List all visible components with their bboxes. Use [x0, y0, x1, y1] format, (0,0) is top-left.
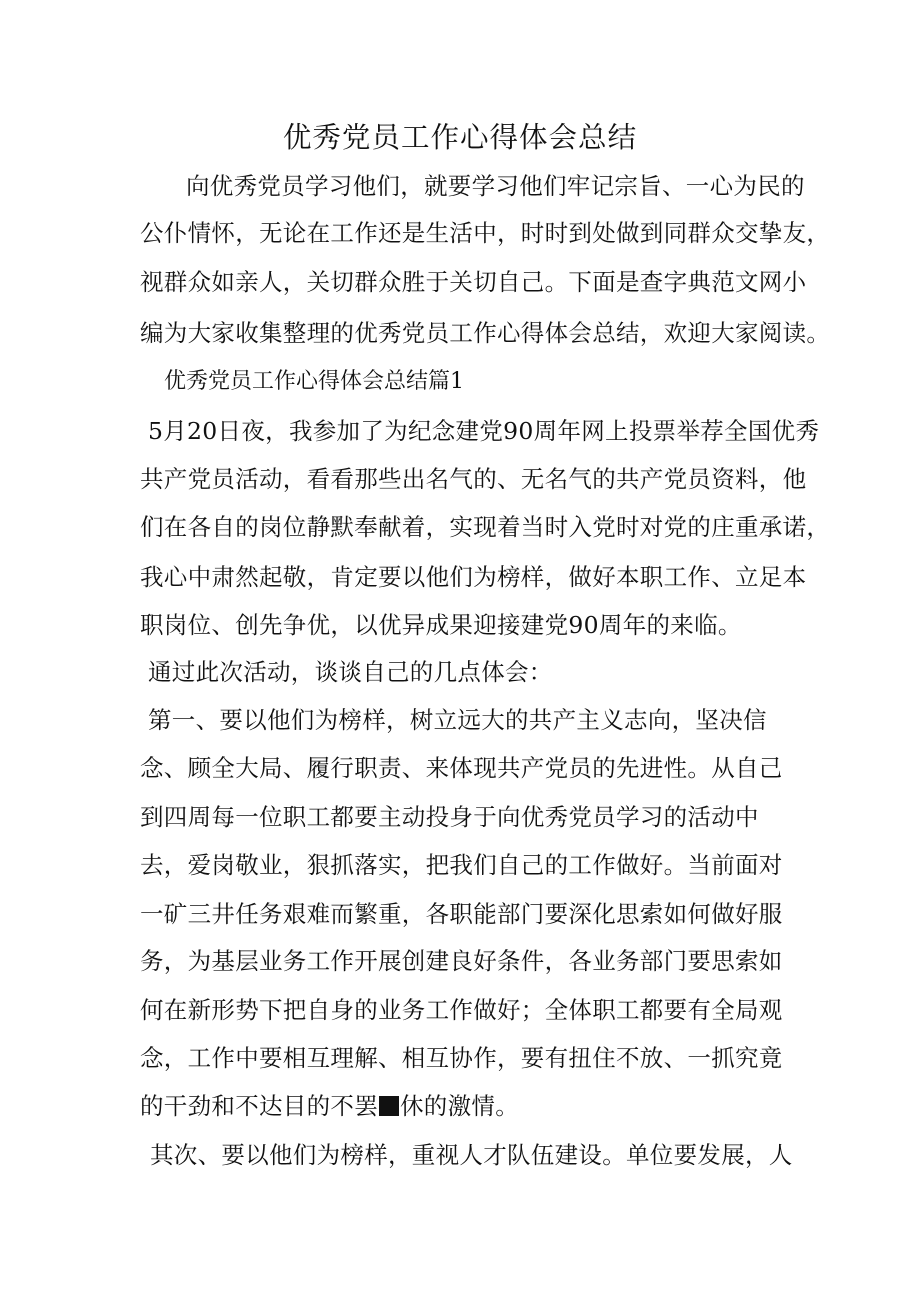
para3-line-9 — [140, 1090, 519, 1122]
para3-line-3: 到四周每一位职工都要主动投身于向优秀党员学习的活动中 — [140, 803, 759, 831]
para1-line-4: 我心中肃然起敬，肯定要以他们为榜样，做好本职工作、立足本 — [140, 563, 807, 591]
para3-line-1: 第一、要以他们为榜样，树立远大的共产主义志向，坚决信 — [148, 706, 767, 734]
para1-line-3: 们在各自的岗位静默奉献着，实现着当时入党时对党的庄重承诺， — [140, 513, 831, 541]
intro-line-1: 向优秀党员学习他们，就要学习他们牢记宗旨、一心为民的 — [186, 172, 805, 200]
para1-line-1: 5月20日夜，我参加了为纪念建党90周年网上投票举荐全国优秀 — [148, 417, 820, 445]
black-square-glyph — [379, 1096, 399, 1116]
document-title: 优秀党员工作心得体会总结 — [282, 121, 638, 154]
para3-line-5: 一矿三井任务艰难而繁重，各职能部门要深化思索如何做好服 — [140, 900, 783, 928]
para1-line-2: 共产党员活动，看看那些出名气的、无名气的共产党员资料，他 — [140, 465, 807, 493]
para3-line-9-after: 休的激情。 — [400, 1092, 519, 1120]
para4-line-1: 其次、要以他们为榜样，重视人才队伍建设。单位要发展，人 — [150, 1141, 793, 1169]
para3-line-4: 去，爱岗敬业，狠抓落实，把我们自己的工作做好。当前面对 — [140, 851, 783, 879]
para3-line-7: 何在新形势下把自身的业务工作做好；全体职工都要有全局观 — [140, 996, 783, 1024]
section-heading: 优秀党员工作心得体会总结篇1 — [164, 369, 464, 394]
para3-line-9-before: 的干劲和不达目的不罢 — [140, 1092, 378, 1120]
intro-line-4: 编为大家收集整理的优秀党员工作心得体会总结，欢迎大家阅读。 — [140, 319, 831, 347]
para3-line-8: 念，工作中要相互理解、相互协作，要有扭住不放、一抓究竟 — [140, 1044, 783, 1072]
intro-line-2: 公仆情怀，无论在工作还是生活中，时时到处做到同群众交挚友， — [140, 219, 831, 247]
para2-line: 通过此次活动，谈谈自己的几点体会： — [148, 658, 553, 686]
para3-line-2: 念、顾全大局、履行职责、来体现共产党员的先进性。从自己 — [140, 754, 783, 782]
intro-line-3: 视群众如亲人，关切群众胜于关切自己。下面是查字典范文网小 — [140, 268, 807, 296]
para1-line-5: 职岗位、创先争优，以优异成果迎接建党90周年的来临。 — [140, 611, 742, 639]
para3-line-6: 务，为基层业务工作开展创建良好条件，各业务部门要思索如 — [140, 947, 783, 975]
